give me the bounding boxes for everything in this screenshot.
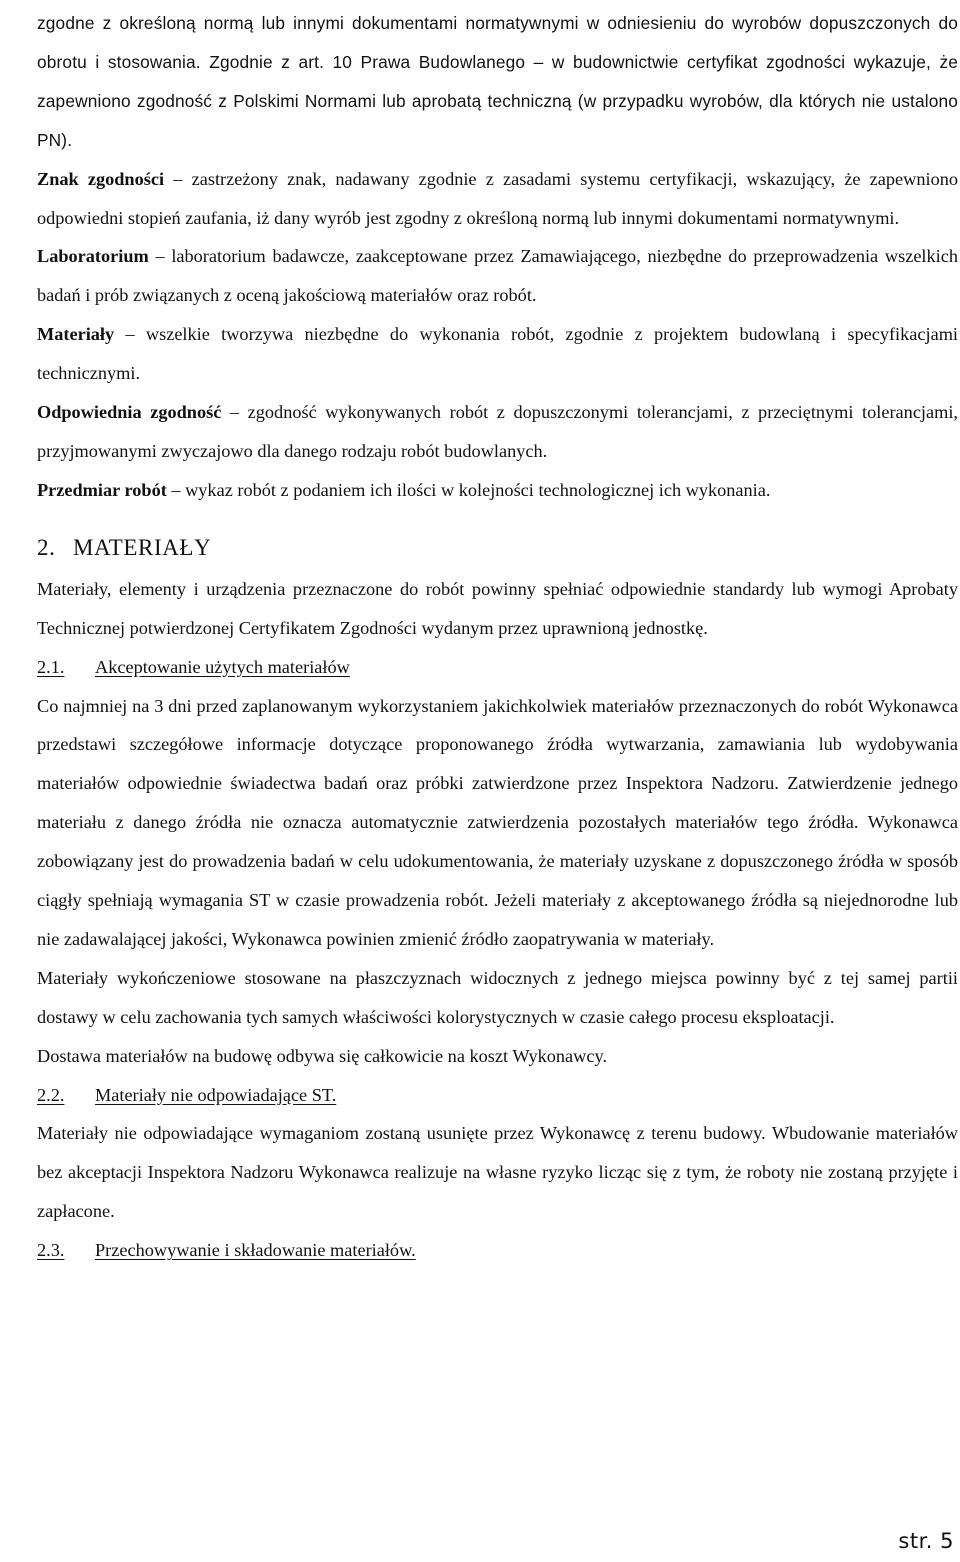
subsection-title: Akceptowanie użytych materiałów <box>95 656 350 677</box>
section-title: MATERIAŁY <box>73 534 212 560</box>
page-number: str. 5 <box>898 1529 954 1553</box>
paragraph-certificate: zgodne z określoną normą lub innymi dokumentami normatywnymi w odniesieniu do wyrobów dopuszczonych do obrotu i stosowania. Zgodnie z art. 10 Prawa Budowlanego – w budownictwie certyfikat zgodności wykazuje, że zapewniono zgodność z Polskimi Normami lub aprobatą techniczną (w przypadku wyrobów, dla których nie ustalono PN). <box>37 13 958 150</box>
definition-term: Przedmiar robót <box>37 479 167 500</box>
definition-przedmiar-robot <box>37 471 958 510</box>
document-page <box>37 4 958 1270</box>
definition-text: – laboratorium badawcze, zaakceptowane przez Zamawiającego, niezbędne do przeprowadzenia wszelkich badań i prób związanych z oceną jakościową materiałów oraz robót. <box>37 246 958 306</box>
section-heading-materialy <box>37 532 958 564</box>
subsection-heading-2-2 <box>37 1076 958 1115</box>
definition-term: Materiały <box>37 324 115 345</box>
definition-laboratorium <box>37 237 958 315</box>
definition-term: Znak zgodności <box>37 168 165 189</box>
definition-odpowiednia-zgodnosc <box>37 393 958 471</box>
definition-materialy <box>37 315 958 393</box>
subsection-heading-2-1 <box>37 648 958 687</box>
section-number: 2. <box>37 534 56 560</box>
definition-term: Laboratorium <box>37 246 149 267</box>
subsection-number: 2.1. <box>37 656 65 677</box>
subsection-heading-2-3 <box>37 1231 958 1270</box>
paragraph-wykonczeniowe: Materiały wykończeniowe stosowane na płaszczyznach widocznych z jednego miejsca powinny być z tej samej partii dostawy w celu zachowania tych samych właściwości kolorystycznych w czasie całego procesu eksploatacji. <box>37 967 958 1027</box>
paragraph-akceptowanie: Co najmniej na 3 dni przed zaplanowanym wykorzystaniem jakichkolwiek materiałów przeznaczonych do robót Wykonawca przedstawi szczegółowe informacje dotyczące proponowanego źródła wytwarzania, zamawiania lub wydobywania materiałów odpowiednie świadectwa badań oraz próbki zatwierdzone przez Inspektora Nadzoru. Zatwierdzenie jednego materiału z danego źródła nie oznacza automatycznie zatwierdzenia pozostałych materiałów tego źródła. Wykonawca zobowiązany jest do prowadzenia badań w celu udokumentowania, że materiały uzyskane z dopuszczonego źródła w sposób ciągły spełniają wymagania ST w czasie prowadzenia robót. Jeżeli materiały z akceptowanego źródła są niejednorodne lub nie zadawalającej jakości, Wykonawca powinien zmienić źródło zaopatrywania w materiały. <box>37 695 958 949</box>
paragraph-dostawa: Dostawa materiałów na budowę odbywa się całkowicie na koszt Wykonawcy. <box>37 1045 608 1066</box>
definition-text: – zastrzeżony znak, nadawany zgodnie z zasadami systemu certyfikacji, wskazujący, że zapewniono odpowiedni stopień zaufania, iż dany wyrób jest zgodny z określoną normą lub innymi dokumentami normatywnymi. <box>37 168 959 228</box>
section-intro: Materiały, elementy i urządzenia przeznaczone do robót powinny spełniać odpowiednie standardy lub wymogi Aprobaty Technicznej potwierdzonej Certyfikatem Zgodności wydanym przez uprawnioną jednostkę. <box>37 578 958 638</box>
definition-term: Odpowiednia zgodność <box>37 402 222 423</box>
subsection-number: 2.2. <box>37 1084 65 1105</box>
definition-text: – wszelkie tworzywa niezbędne do wykonania robót, zgodnie z projektem budowlaną i specyfikacjami technicznymi. <box>37 324 958 384</box>
definition-text: – wykaz robót z podaniem ich ilości w kolejności technologicznej ich wykonania. <box>166 479 771 500</box>
subsection-title: Przechowywanie i składowanie materiałów. <box>95 1240 416 1261</box>
definition-text: – zgodność wykonywanych robót z dopuszczonymi tolerancjami, z przeciętnymi tolerancjami, przyjmowanymi zwyczajowo dla danego rodzaju robót budowlanych. <box>37 402 958 461</box>
paragraph-nieodpowiadajace: Materiały nie odpowiadające wymaganiom zostaną usunięte przez Wykonawcę z terenu budowy. Wbudowanie materiałów bez akceptacji Inspektora Nadzoru Wykonawca realizuje na własne ryzyko licząc się z tym, że roboty nie zostaną przyjęte i zapłacone. <box>37 1123 958 1222</box>
subsection-number: 2.3. <box>37 1240 65 1261</box>
definition-znak-zgodnosci <box>37 160 958 238</box>
subsection-title: Materiały nie odpowiadające ST. <box>95 1084 337 1105</box>
